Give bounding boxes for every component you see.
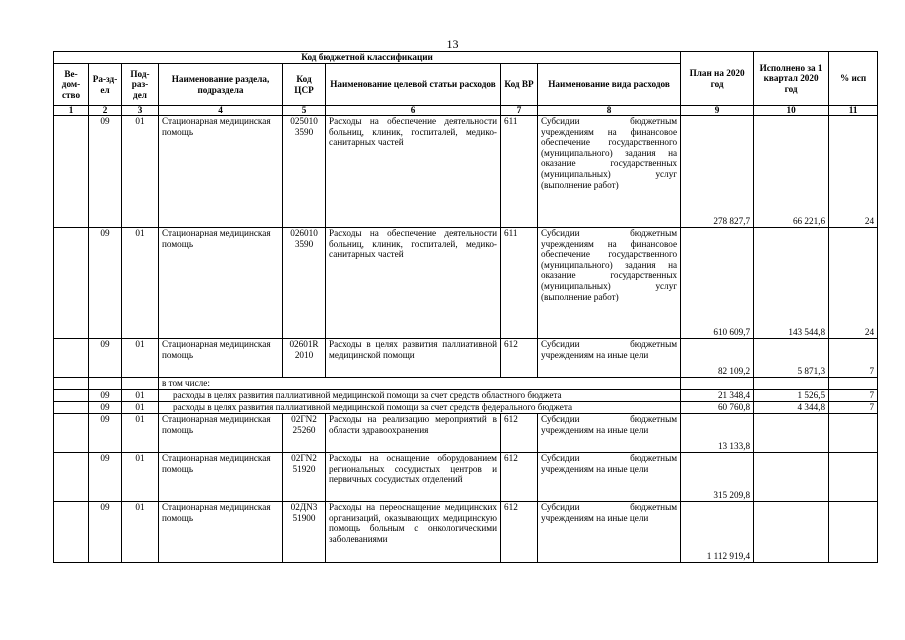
table-row <box>54 414 878 453</box>
expense-kind-cell: Субсидии бюджетным учреждениям на финансовое обеспечение государственного (муниципального) задания на оказание государственных (муниципальных) услуг (выполнение работ) <box>538 228 681 339</box>
percent-cell: 24 <box>829 228 878 339</box>
section-name-cell: Стационарная медицинская помощь <box>159 453 283 502</box>
plan-cell: 82 109,2 <box>681 339 754 378</box>
csr-code-cell: 02601R 2010 <box>283 339 326 378</box>
target-article-cell: Расходы на обеспечение деятельности больниц, клиник, госпиталей, медико-санитарных частей <box>326 116 501 228</box>
target-article-cell: Расходы на реализацию мероприятий в области здравоохранения <box>326 414 501 453</box>
vedomstvo-cell <box>54 414 89 453</box>
percent-cell: 24 <box>829 116 878 228</box>
col-num-7: 7 <box>501 106 538 116</box>
podrazdel-cell: 01 <box>122 228 159 339</box>
col-num-5: 5 <box>283 106 326 116</box>
percent-cell: 7 <box>829 402 878 414</box>
done-cell <box>754 378 829 390</box>
done-cell <box>754 414 829 453</box>
header-done: Исполнено за 1 квартал 2020 год <box>754 52 829 106</box>
csr-code-cell: 026010 3590 <box>283 228 326 339</box>
vedomstvo-cell <box>54 228 89 339</box>
col-num-3: 3 <box>122 106 159 116</box>
vr-code-cell: 611 <box>501 116 538 228</box>
podrazdel-cell: 01 <box>122 116 159 228</box>
header-pct: % исп <box>829 52 878 106</box>
vedomstvo-cell <box>54 502 89 563</box>
header-group: Код бюджетной классификации <box>54 52 681 64</box>
section-name-cell: Стационарная медицинская помощь <box>159 502 283 563</box>
col-num-9: 9 <box>681 106 754 116</box>
page-number: 13 <box>446 37 459 51</box>
percent-cell: 7 <box>829 390 878 402</box>
plan-cell: 60 760,8 <box>681 402 754 414</box>
header-name: Наименование раздела, подраздела <box>159 64 283 106</box>
budget-table <box>53 51 878 563</box>
razdel-cell: 09 <box>89 502 122 563</box>
percent-cell <box>829 378 878 390</box>
vr-code-cell: 612 <box>501 339 538 378</box>
done-cell: 4 344,8 <box>754 402 829 414</box>
razdel-cell: 09 <box>89 390 122 402</box>
vedomstvo-cell <box>54 453 89 502</box>
podrazdel-cell: 01 <box>122 390 159 402</box>
percent-cell <box>829 414 878 453</box>
header-plan: План на 2020 год <box>681 52 754 106</box>
razdel-cell: 09 <box>89 414 122 453</box>
expense-kind-cell: Субсидии бюджетным учреждениям на иные цели <box>538 339 681 378</box>
table-row <box>54 390 878 402</box>
done-cell <box>754 502 829 563</box>
section-name-cell: Стационарная медицинская помощь <box>159 228 283 339</box>
table-row <box>54 228 878 339</box>
expense-kind-cell: Субсидии бюджетным учреждениям на финансовое обеспечение государственного (муниципального) задания на оказание государственных (муниципальных) услуг (выполнение работ) <box>538 116 681 228</box>
csr-code-cell: 025010 3590 <box>283 116 326 228</box>
expense-kind-cell: Субсидии бюджетным учреждениям на иные цели <box>538 453 681 502</box>
section-name-cell: Стационарная медицинская помощь <box>159 116 283 228</box>
header-podrazdel: Под-раз-дел <box>122 64 159 106</box>
col-num-6: 6 <box>326 106 501 116</box>
target-article-cell: Расходы на оснащение оборудованием региональных сосудистых центров и первичных сосудистых отделений <box>326 453 501 502</box>
subrow-description: расходы в целях развития паллиативной медицинской помощи за счет средств федерального бюджета <box>159 402 681 414</box>
expense-kind-cell: Субсидии бюджетным учреждениям на иные цели <box>538 414 681 453</box>
plan-cell: 610 609,7 <box>681 228 754 339</box>
vedomstvo-cell <box>54 116 89 228</box>
header-csr: Код ЦСР <box>283 64 326 106</box>
col-num-2: 2 <box>89 106 122 116</box>
col-num-8: 8 <box>538 106 681 116</box>
podrazdel-cell <box>122 378 159 390</box>
table-row <box>54 502 878 563</box>
plan-cell: 1 112 919,4 <box>681 502 754 563</box>
razdel-cell: 09 <box>89 116 122 228</box>
done-cell: 5 871,3 <box>754 339 829 378</box>
vedomstvo-cell <box>54 378 89 390</box>
done-cell: 66 221,6 <box>754 116 829 228</box>
plan-cell: 21 348,4 <box>681 390 754 402</box>
table-row <box>54 339 878 378</box>
vedomstvo-cell <box>54 402 89 414</box>
subrow-description: расходы в целях развития паллиативной медицинской помощи за счет средств областного бюджета <box>159 390 681 402</box>
done-cell <box>754 453 829 502</box>
vr-code-cell: 612 <box>501 414 538 453</box>
razdel-cell: 09 <box>89 339 122 378</box>
header-target: Наименование целевой статьи расходов <box>326 64 501 106</box>
percent-cell <box>829 502 878 563</box>
percent-cell <box>829 453 878 502</box>
header-vr: Код ВР <box>501 64 538 106</box>
csr-code-cell: 02ДN3 51900 <box>283 502 326 563</box>
including-label: в том числе: <box>159 378 681 390</box>
vr-code-cell: 611 <box>501 228 538 339</box>
target-article-cell: Расходы в целях развития паллиативной медицинской помощи <box>326 339 501 378</box>
expense-kind-cell: Субсидии бюджетным учреждениям на иные цели <box>538 502 681 563</box>
plan-cell: 13 133,8 <box>681 414 754 453</box>
plan-cell: 315 209,8 <box>681 453 754 502</box>
col-num-10: 10 <box>754 106 829 116</box>
done-cell: 143 544,8 <box>754 228 829 339</box>
col-num-11: 11 <box>829 106 878 116</box>
table-row <box>54 378 878 390</box>
header-vedomstvo: Ве-дом-ство <box>54 64 89 106</box>
plan-cell <box>681 378 754 390</box>
podrazdel-cell: 01 <box>122 453 159 502</box>
razdel-cell <box>89 378 122 390</box>
section-name-cell: Стационарная медицинская помощь <box>159 339 283 378</box>
podrazdel-cell: 01 <box>122 339 159 378</box>
table-row <box>54 453 878 502</box>
podrazdel-cell: 01 <box>122 402 159 414</box>
table-row <box>54 116 878 228</box>
vedomstvo-cell <box>54 339 89 378</box>
header-kind: Наименование вида расходов <box>538 64 681 106</box>
razdel-cell: 09 <box>89 453 122 502</box>
target-article-cell: Расходы на обеспечение деятельности больниц, клиник, госпиталей, медико-санитарных частей <box>326 228 501 339</box>
razdel-cell: 09 <box>89 402 122 414</box>
section-name-cell: Стационарная медицинская помощь <box>159 414 283 453</box>
podrazdel-cell: 01 <box>122 414 159 453</box>
podrazdel-cell: 01 <box>122 502 159 563</box>
col-num-1: 1 <box>54 106 89 116</box>
vr-code-cell: 612 <box>501 453 538 502</box>
done-cell: 1 526,5 <box>754 390 829 402</box>
percent-cell: 7 <box>829 339 878 378</box>
header-razdel: Ра-зд-ел <box>89 64 122 106</box>
vr-code-cell: 612 <box>501 502 538 563</box>
plan-cell: 278 827,7 <box>681 116 754 228</box>
vedomstvo-cell <box>54 390 89 402</box>
col-num-4: 4 <box>159 106 283 116</box>
razdel-cell: 09 <box>89 228 122 339</box>
csr-code-cell: 02ГN2 51920 <box>283 453 326 502</box>
csr-code-cell: 02ГN2 25260 <box>283 414 326 453</box>
target-article-cell: Расходы на переоснащение медицинских организаций, оказывающих медицинскую помощь больным с онкологическими заболеваниями <box>326 502 501 563</box>
table-row <box>54 402 878 414</box>
